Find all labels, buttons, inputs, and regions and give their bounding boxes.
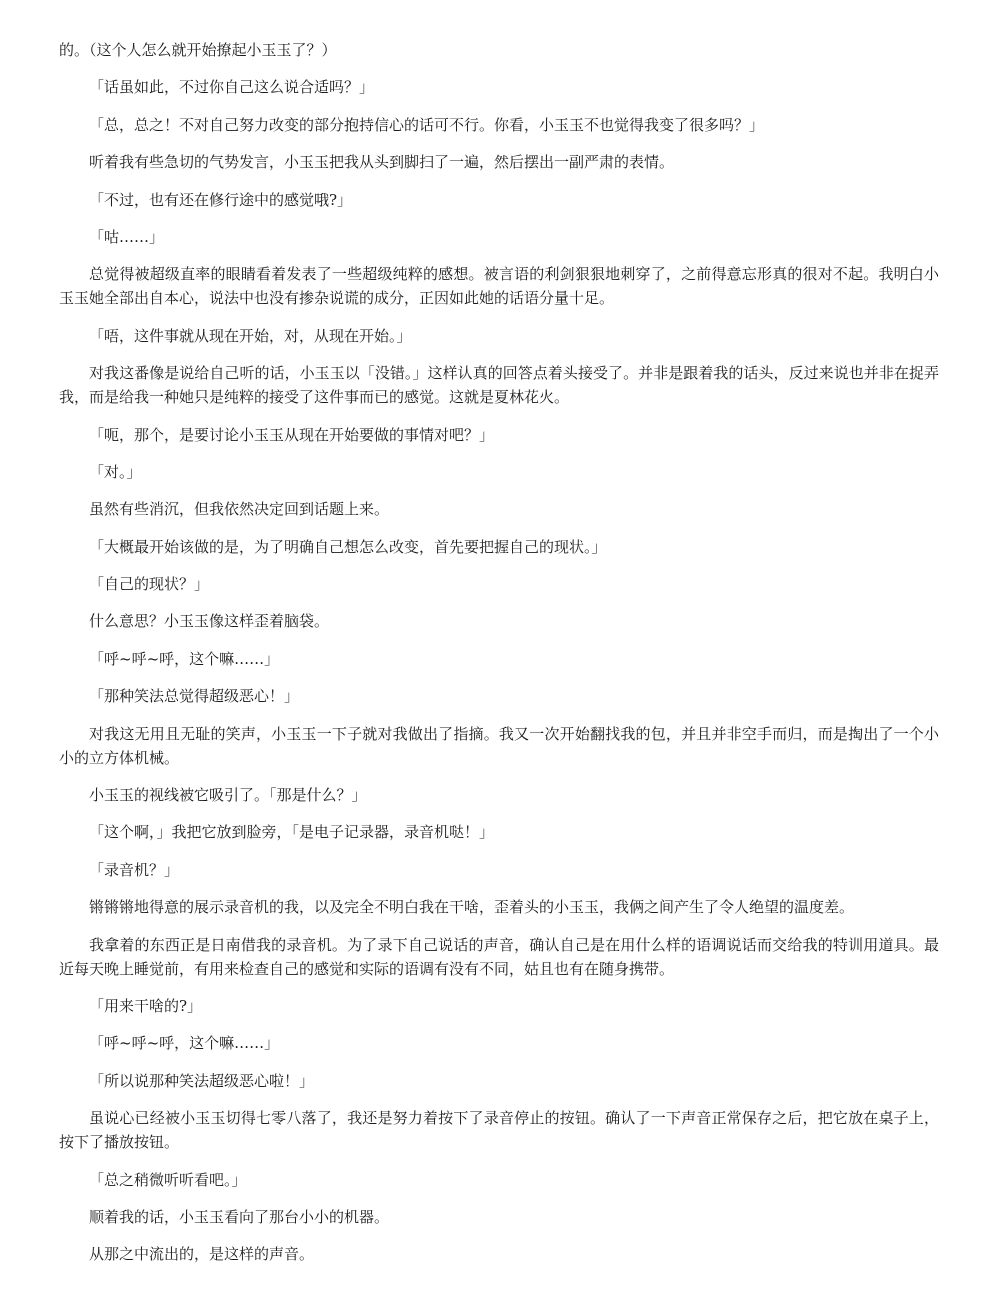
paragraph: 总觉得被超级直率的眼睛看着发表了一些超级纯粹的感想。被言语的利剑狠狠地刺穿了，之前得意忘形真的很对不起。我明白小玉玉她全部出自本心，说法中也没有掺杂说谎的成分，正因如此她的话语分量十足。 (59, 265, 939, 308)
paragraph: 「唔，这件事就从现在开始，对，从现在开始。」 (89, 326, 412, 345)
paragraph: 「大概最开始该做的是，为了明确自己想怎么改变，首先要把握自己的现状。」 (89, 537, 607, 556)
paragraph: 「总之稍微听听看吧。」 (89, 1170, 247, 1189)
paragraph: 「这个啊，」我把它放到脸旁，「是电子记录器，录音机哒！」 (89, 823, 495, 842)
paragraph: 「所以说那种笑法超级恶心啦！」 (89, 1071, 315, 1090)
paragraph: 对我这番像是说给自己听的话，小玉玉以「没错。」这样认真的回答点着头接受了。并非是跟着我的话头，反过来说也并非在捉弄我，而是给我一种她只是纯粹的接受了这件事而已的感觉。这就是夏林花火。 (59, 364, 939, 407)
paragraph: 我拿着的东西正是日南借我的录音机。为了录下自己说话的声音，确认自己是在用什么样的语调说话而交给我的特训用道具。最近每天晚上睡觉前，有用来检查自己的感觉和实际的语调有没有不同，姑且也有在随身携带。 (59, 935, 939, 978)
document-page (59, 38, 939, 1280)
paragraph: 从那之中流出的，是这样的声音。 (89, 1245, 315, 1264)
paragraph: 虽然有些消沉，但我依然决定回到话题上来。 (89, 500, 390, 519)
paragraph: 「那种笑法总觉得超级恶心！」 (89, 687, 300, 706)
paragraph: 对我这无用且无耻的笑声，小玉玉一下子就对我做出了指摘。我又一次开始翻找我的包，并且并非空手而归，而是掏出了一个小小的立方体机械。 (59, 724, 939, 767)
paragraph: 「呼~呼~呼，这个嘛……」 (89, 649, 280, 668)
paragraph: 「呃，那个，是要讨论小玉玉从现在开始要做的事情对吧？」 (89, 425, 495, 444)
paragraph: 「录音机？」 (89, 860, 180, 879)
paragraph: 「对。」 (89, 462, 142, 481)
paragraph: 虽说心已经被小玉玉切得七零八落了，我还是努力着按下了录音停止的按钮。确认了一下声音正常保存之后，把它放在桌子上，按下了播放按钮。 (59, 1109, 939, 1152)
paragraph: 听着我有些急切的气势发言，小玉玉把我从头到脚扫了一遍，然后摆出一副严肃的表情。 (89, 153, 675, 172)
paragraph: 小玉玉的视线被它吸引了。「那是什么？」 (89, 786, 367, 805)
paragraph: 「咕……」 (89, 227, 165, 246)
paragraph: 顺着我的话，小玉玉看向了那台小小的机器。 (89, 1207, 390, 1226)
paragraph: 「自己的现状？」 (89, 575, 210, 594)
paragraph: 「用来干啥的?」 (89, 996, 203, 1015)
paragraph: 「呼~呼~呼，这个嘛……」 (89, 1034, 280, 1053)
paragraph: 「不过，也有还在修行途中的感觉哦?」 (89, 190, 353, 209)
paragraph: 「总，总之！不对自己努力改变的部分抱持信心的话可不行。你看，小玉玉不也觉得我变了很多吗？」 (89, 115, 765, 134)
paragraph: 什么意思？小玉玉像这样歪着脑袋。 (89, 612, 330, 631)
paragraph: 的。（这个人怎么就开始撩起小玉玉了？） (59, 41, 337, 59)
paragraph: 锵锵锵地得意的展示录音机的我，以及完全不明白我在干啥，歪着头的小玉玉，我俩之间产生了令人绝望的温度差。 (89, 898, 855, 917)
paragraph: 「话虽如此，不过你自己这么说合适吗？」 (89, 78, 375, 97)
